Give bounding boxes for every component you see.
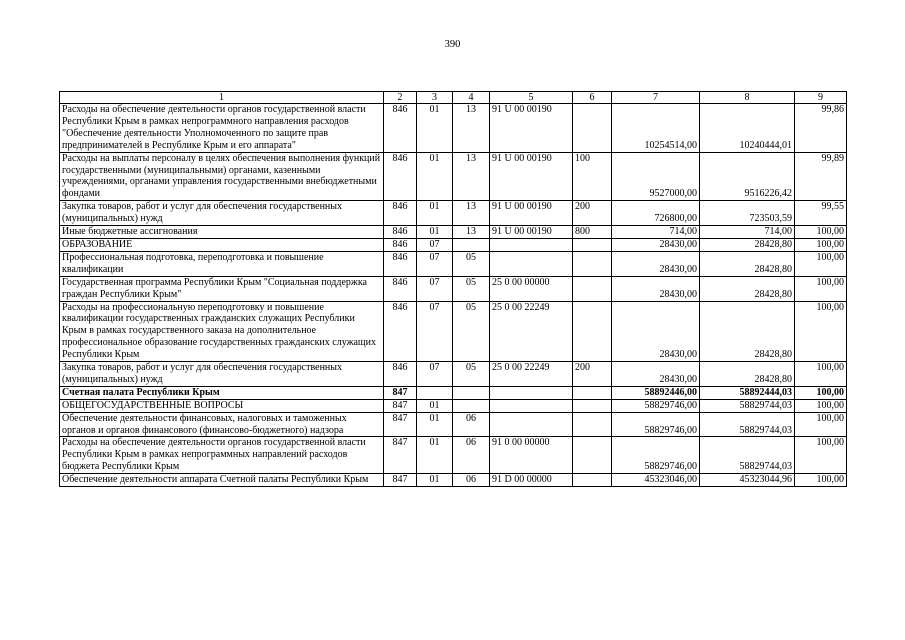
column-header: 2 xyxy=(384,92,417,104)
section-code: 07 xyxy=(417,301,453,362)
executed-amount: 58829744,03 xyxy=(700,437,795,474)
planned-amount: 28430,00 xyxy=(612,301,700,362)
planned-amount: 28430,00 xyxy=(612,251,700,276)
ministry-code: 847 xyxy=(384,386,417,399)
executed-amount: 28428,80 xyxy=(700,301,795,362)
target-article-code: 25 0 00 22249 xyxy=(490,362,573,387)
executed-amount: 723503,59 xyxy=(700,201,795,226)
section-code: 01 xyxy=(417,152,453,201)
executed-amount: 10240444,01 xyxy=(700,104,795,153)
planned-amount: 726800,00 xyxy=(612,201,700,226)
ministry-code: 847 xyxy=(384,412,417,437)
target-article-code xyxy=(490,399,573,412)
table-row xyxy=(60,251,847,276)
ministry-code: 846 xyxy=(384,104,417,153)
table-row xyxy=(60,301,847,362)
ministry-code: 846 xyxy=(384,238,417,251)
table-row xyxy=(60,362,847,387)
subsection-code: 05 xyxy=(453,301,490,362)
subsection-code xyxy=(453,399,490,412)
expense-type-code xyxy=(573,412,612,437)
executed-amount: 28428,80 xyxy=(700,362,795,387)
planned-amount: 9527000,00 xyxy=(612,152,700,201)
ministry-code: 846 xyxy=(384,226,417,239)
section-code: 01 xyxy=(417,474,453,487)
execution-percent: 100,00 xyxy=(795,362,847,387)
planned-amount: 714,00 xyxy=(612,226,700,239)
section-code: 01 xyxy=(417,201,453,226)
planned-amount: 28430,00 xyxy=(612,238,700,251)
execution-percent: 100,00 xyxy=(795,251,847,276)
expense-type-code xyxy=(573,301,612,362)
table-row xyxy=(60,238,847,251)
page-number: 390 xyxy=(444,39,461,50)
table-row xyxy=(60,474,847,487)
execution-percent: 100,00 xyxy=(795,301,847,362)
execution-percent: 100,00 xyxy=(795,399,847,412)
section-code: 01 xyxy=(417,226,453,239)
section-code: 07 xyxy=(417,362,453,387)
section-code xyxy=(417,386,453,399)
target-article-code: 91 D 00 00000 xyxy=(490,474,573,487)
target-article-code xyxy=(490,386,573,399)
expense-type-code: 200 xyxy=(573,362,612,387)
subsection-code: 13 xyxy=(453,201,490,226)
subsection-code: 05 xyxy=(453,251,490,276)
planned-amount: 28430,00 xyxy=(612,276,700,301)
execution-percent: 100,00 xyxy=(795,226,847,239)
target-article-code: 91 U 00 00190 xyxy=(490,226,573,239)
table-row xyxy=(60,104,847,153)
ministry-code: 847 xyxy=(384,399,417,412)
expense-type-code xyxy=(573,474,612,487)
target-article-code: 91 0 00 00000 xyxy=(490,437,573,474)
planned-amount: 58829746,00 xyxy=(612,412,700,437)
column-header: 9 xyxy=(795,92,847,104)
ministry-code: 847 xyxy=(384,474,417,487)
target-article-code: 91 U 00 00190 xyxy=(490,201,573,226)
executed-amount: 58829744,03 xyxy=(700,399,795,412)
column-header: 7 xyxy=(612,92,700,104)
section-code: 01 xyxy=(417,412,453,437)
row-description: Обеспечение деятельности финансовых, налоговых и таможенных органов и органов финансового (финансово-бюджетного) надзора xyxy=(60,412,384,437)
expense-type-code xyxy=(573,386,612,399)
expense-type-code: 100 xyxy=(573,152,612,201)
planned-amount: 28430,00 xyxy=(612,362,700,387)
expense-type-code: 200 xyxy=(573,201,612,226)
ministry-code: 846 xyxy=(384,276,417,301)
execution-percent: 100,00 xyxy=(795,386,847,399)
target-article-code xyxy=(490,251,573,276)
expense-type-code xyxy=(573,399,612,412)
execution-percent: 100,00 xyxy=(795,437,847,474)
subsection-code: 06 xyxy=(453,437,490,474)
executed-amount: 714,00 xyxy=(700,226,795,239)
row-description: Расходы на обеспечение деятельности органов государственной власти Республики Крым в рамках непрограммных направлений расходов бюджета Республики Крым xyxy=(60,437,384,474)
column-header: 4 xyxy=(453,92,490,104)
expense-type-code: 800 xyxy=(573,226,612,239)
executed-amount: 28428,80 xyxy=(700,276,795,301)
section-code: 01 xyxy=(417,399,453,412)
section-code: 07 xyxy=(417,238,453,251)
subsection-code: 06 xyxy=(453,412,490,437)
executed-amount: 28428,80 xyxy=(700,238,795,251)
column-header: 3 xyxy=(417,92,453,104)
expense-type-code xyxy=(573,104,612,153)
row-description: Расходы на обеспечение деятельности органов государственной власти Республики Крым в рамках непрограммного направления расходов "Обеспечение деятельности Уполномоченного по защите прав предпринимателей в Республике Крым и его аппарата" xyxy=(60,104,384,153)
section-code: 01 xyxy=(417,104,453,153)
target-article-code: 91 U 00 00190 xyxy=(490,152,573,201)
table-row xyxy=(60,437,847,474)
execution-percent: 99,55 xyxy=(795,201,847,226)
target-article-code: 91 U 00 00190 xyxy=(490,104,573,153)
expense-type-code xyxy=(573,251,612,276)
table-row xyxy=(60,226,847,239)
subsection-code: 13 xyxy=(453,226,490,239)
target-article-code: 25 0 00 00000 xyxy=(490,276,573,301)
row-description: Закупка товаров, работ и услуг для обеспечения государственных (муниципальных) нужд xyxy=(60,201,384,226)
row-description: ОБЩЕГОСУДАРСТВЕННЫЕ ВОПРОСЫ xyxy=(60,399,384,412)
column-header: 5 xyxy=(490,92,573,104)
table-header-row xyxy=(60,92,847,104)
execution-percent: 99,89 xyxy=(795,152,847,201)
row-description: Закупка товаров, работ и услуг для обеспечения государственных (муниципальных) нужд xyxy=(60,362,384,387)
ministry-code: 846 xyxy=(384,301,417,362)
column-header: 8 xyxy=(700,92,795,104)
planned-amount: 45323046,00 xyxy=(612,474,700,487)
target-article-code xyxy=(490,238,573,251)
table-row xyxy=(60,276,847,301)
subsection-code: 13 xyxy=(453,152,490,201)
ministry-code: 846 xyxy=(384,251,417,276)
table-row xyxy=(60,201,847,226)
executed-amount: 9516226,42 xyxy=(700,152,795,201)
row-description: ОБРАЗОВАНИЕ xyxy=(60,238,384,251)
execution-percent: 100,00 xyxy=(795,412,847,437)
row-description: Иные бюджетные ассигнования xyxy=(60,226,384,239)
ministry-code: 847 xyxy=(384,437,417,474)
row-description: Обеспечение деятельности аппарата Счетной палаты Республики Крым xyxy=(60,474,384,487)
execution-percent: 100,00 xyxy=(795,474,847,487)
row-description: Счетная палата Республики Крым xyxy=(60,386,384,399)
subsection-code xyxy=(453,386,490,399)
executed-amount: 45323044,96 xyxy=(700,474,795,487)
subsection-code: 06 xyxy=(453,474,490,487)
execution-percent: 100,00 xyxy=(795,276,847,301)
target-article-code: 25 0 00 22249 xyxy=(490,301,573,362)
column-header: 1 xyxy=(60,92,384,104)
section-code: 07 xyxy=(417,251,453,276)
column-header: 6 xyxy=(573,92,612,104)
subsection-code: 13 xyxy=(453,104,490,153)
ministry-code: 846 xyxy=(384,362,417,387)
table-row xyxy=(60,152,847,201)
expense-type-code xyxy=(573,276,612,301)
section-code: 01 xyxy=(417,437,453,474)
ministry-code: 846 xyxy=(384,201,417,226)
subsection-code: 05 xyxy=(453,362,490,387)
subsection-code: 05 xyxy=(453,276,490,301)
subsection-code xyxy=(453,238,490,251)
row-description: Расходы на выплаты персоналу в целях обеспечения выполнения функций государственными (муниципальными) органами, казенными учреждениями, органами управления государственными внебюджетными фондами xyxy=(60,152,384,201)
execution-percent: 100,00 xyxy=(795,238,847,251)
execution-percent: 99,86 xyxy=(795,104,847,153)
table-row xyxy=(60,399,847,412)
budget-table xyxy=(59,91,847,487)
row-description: Расходы на профессиональную переподготовку и повышение квалификации государственных гражданских служащих Республики Крым в рамках государственного заказа на дополнительное профессиональное образование государственных гражданских служащих Республики Крым xyxy=(60,301,384,362)
table-row xyxy=(60,412,847,437)
row-description: Профессиональная подготовка, переподготовка и повышение квалификации xyxy=(60,251,384,276)
section-code: 07 xyxy=(417,276,453,301)
expense-type-code xyxy=(573,437,612,474)
planned-amount: 58829746,00 xyxy=(612,437,700,474)
planned-amount: 10254514,00 xyxy=(612,104,700,153)
row-description: Государственная программа Республики Крым "Социальная поддержка граждан Республики Крым" xyxy=(60,276,384,301)
expense-type-code xyxy=(573,238,612,251)
planned-amount: 58829746,00 xyxy=(612,399,700,412)
executed-amount: 58829744,03 xyxy=(700,412,795,437)
table-body xyxy=(60,104,847,487)
executed-amount: 28428,80 xyxy=(700,251,795,276)
ministry-code: 846 xyxy=(384,152,417,201)
executed-amount: 58892444,03 xyxy=(700,386,795,399)
target-article-code xyxy=(490,412,573,437)
table-row xyxy=(60,386,847,399)
planned-amount: 58892446,00 xyxy=(612,386,700,399)
